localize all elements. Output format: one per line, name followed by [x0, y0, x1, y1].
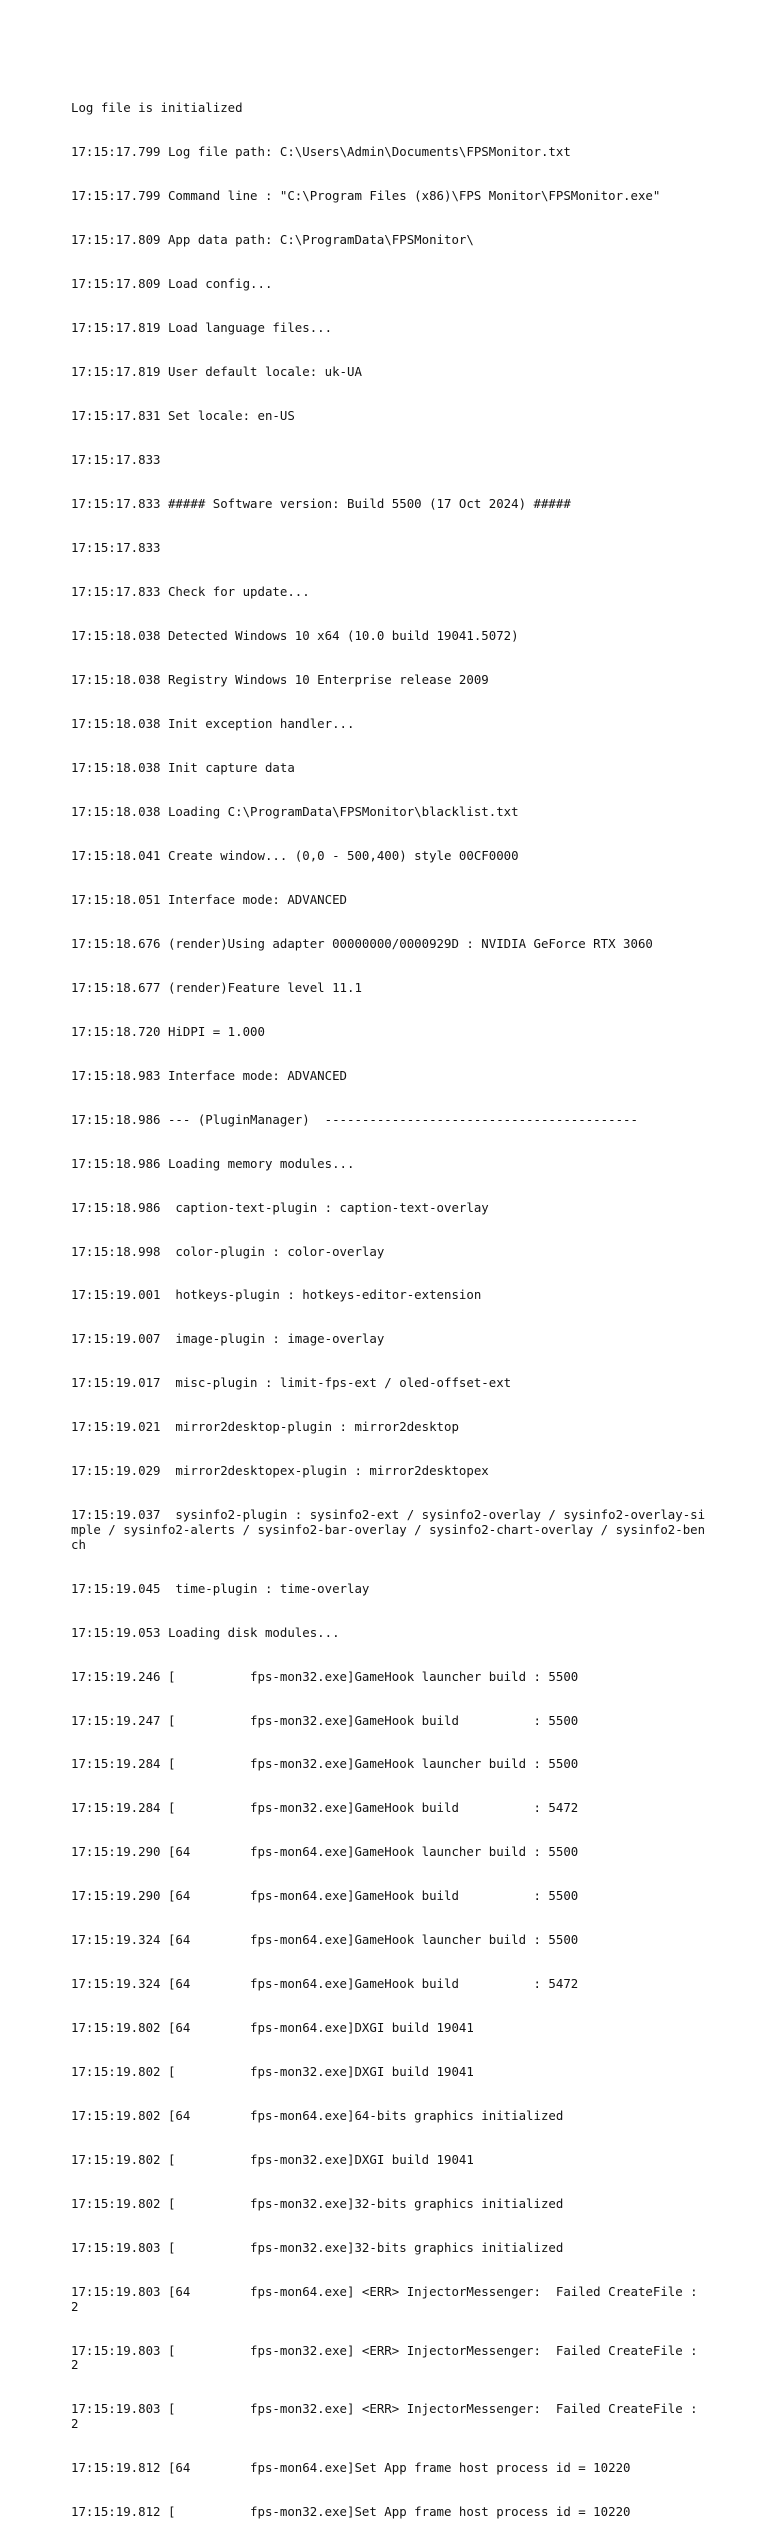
log-line: 17:15:19.802 [64 fps-mon64.exe]DXGI build 19041	[71, 2020, 474, 2036]
log-line: 17:15:19.029 mirror2desktopex-plugin : mirror2desktopex	[71, 1463, 489, 1479]
log-text	[71, 72, 711, 2534]
log-line: 17:15:18.051 Interface mode: ADVANCED	[71, 891, 348, 907]
log-line: Log file is initialized	[71, 100, 243, 116]
log-line: 17:15:18.038 Detected Windows 10 x64 (10.0 build 19041.5072)	[71, 627, 519, 643]
log-line: 17:15:19.021 mirror2desktop-plugin : mirror2desktop	[71, 1419, 459, 1435]
log-line: 17:15:17.819 User default locale: uk-UA	[71, 364, 362, 380]
log-line: 17:15:17.819 Load language files...	[71, 320, 333, 336]
log-line: 17:15:19.803 [64 fps-mon64.exe] <ERR> InjectorMessenger: Failed CreateFile : 2	[71, 2284, 706, 2314]
log-line: 17:15:18.998 color-plugin : color-overlay	[71, 1243, 385, 1259]
log-line: 17:15:19.802 [ fps-mon32.exe]32-bits graphics initialized	[71, 2196, 564, 2212]
log-line: 17:15:19.812 [64 fps-mon64.exe]Set App frame host process id = 10220	[71, 2459, 631, 2475]
log-line: 17:15:19.037 sysinfo2-plugin : sysinfo2-ext / sysinfo2-overlay / sysinfo2-overlay-simple / sysinfo2-alerts / sysinfo2-bar-overlay / sysinfo2-chart-overlay / sysinfo2-bench	[71, 1507, 706, 1552]
log-line: 17:15:19.324 [64 fps-mon64.exe]GameHook launcher build : 5500	[71, 1932, 579, 1948]
log-line: 17:15:19.290 [64 fps-mon64.exe]GameHook launcher build : 5500	[71, 1844, 579, 1860]
log-line: 17:15:18.038 Init exception handler...	[71, 715, 355, 731]
log-line: 17:15:19.324 [64 fps-mon64.exe]GameHook build : 5472	[71, 1976, 579, 1992]
log-line: 17:15:18.038 Registry Windows 10 Enterprise release 2009	[71, 671, 489, 687]
log-line: 17:15:18.983 Interface mode: ADVANCED	[71, 1067, 348, 1083]
log-line: 17:15:17.833	[71, 540, 161, 555]
log-line: 17:15:19.284 [ fps-mon32.exe]GameHook build : 5472	[71, 1800, 579, 1816]
log-line: 17:15:17.833	[71, 452, 161, 468]
log-line: 17:15:19.001 hotkeys-plugin : hotkeys-editor-extension	[71, 1287, 482, 1303]
log-line: 17:15:19.007 image-plugin : image-overlay	[71, 1331, 385, 1347]
log-line: 17:15:18.676 (render)Using adapter 00000000/0000929D : NVIDIA GeForce RTX 3060	[71, 935, 653, 951]
log-line: 17:15:19.045 time-plugin : time-overlay	[71, 1580, 370, 1596]
log-line: 17:15:18.677 (render)Feature level 11.1	[71, 979, 362, 995]
log-line: 17:15:18.986 caption-text-plugin : caption-text-overlay	[71, 1199, 489, 1215]
log-line: 17:15:18.038 Loading C:\ProgramData\FPSMonitor\blacklist.txt	[71, 803, 519, 819]
log-line: 17:15:17.833 ##### Software version: Build 5500 (17 Oct 2024) #####	[71, 496, 571, 512]
log-line: 17:15:19.803 [ fps-mon32.exe] <ERR> InjectorMessenger: Failed CreateFile : 2	[71, 2342, 706, 2373]
log-line: 17:15:18.986 --- (PluginManager) ------------------------------------------	[71, 1111, 638, 1127]
log-line: 17:15:17.833 Check for update...	[71, 583, 310, 599]
log-line: 17:15:19.284 [ fps-mon32.exe]GameHook launcher build : 5500	[71, 1756, 579, 1772]
log-line: 17:15:19.290 [64 fps-mon64.exe]GameHook build : 5500	[71, 1888, 579, 1904]
log-line: 17:15:17.799 Command line : "C:\Program Files (x86)\FPS Monitor\FPSMonitor.exe"	[71, 188, 661, 204]
log-line: 17:15:17.809 App data path: C:\ProgramData\FPSMonitor\	[71, 232, 474, 248]
log-line: 17:15:17.799 Log file path: C:\Users\Admin\Documents\FPSMonitor.txt	[71, 144, 571, 160]
log-line: 17:15:19.053 Loading disk modules...	[71, 1624, 340, 1640]
log-line: 17:15:19.803 [ fps-mon32.exe]32-bits graphics initialized	[71, 2240, 564, 2256]
log-line: 17:15:19.017 misc-plugin : limit-fps-ext / oled-offset-ext	[71, 1375, 512, 1391]
log-line: 17:15:19.247 [ fps-mon32.exe]GameHook build : 5500	[71, 1712, 579, 1728]
log-line: 17:15:18.720 HiDPI = 1.000	[71, 1023, 265, 1039]
log-line: 17:15:17.831 Set locale: en-US	[71, 408, 295, 424]
log-line: 17:15:17.809 Load config...	[71, 276, 273, 292]
log-line: 17:15:19.802 [ fps-mon32.exe]DXGI build 19041	[71, 2064, 474, 2080]
log-line: 17:15:19.812 [ fps-mon32.exe]Set App frame host process id = 10220	[71, 2503, 631, 2519]
log-line: 17:15:19.802 [ fps-mon32.exe]DXGI build 19041	[71, 2152, 474, 2168]
log-line: 17:15:19.246 [ fps-mon32.exe]GameHook launcher build : 5500	[71, 1668, 579, 1684]
log-line: 17:15:19.803 [ fps-mon32.exe] <ERR> InjectorMessenger: Failed CreateFile : 2	[71, 2401, 706, 2431]
log-line: 17:15:19.802 [64 fps-mon64.exe]64-bits graphics initialized	[71, 2108, 564, 2124]
log-line: 17:15:18.041 Create window... (0,0 - 500,400) style 00CF0000	[71, 847, 519, 863]
log-line: 17:15:18.038 Init capture data	[71, 759, 295, 775]
log-line: 17:15:18.986 Loading memory modules...	[71, 1155, 355, 1171]
